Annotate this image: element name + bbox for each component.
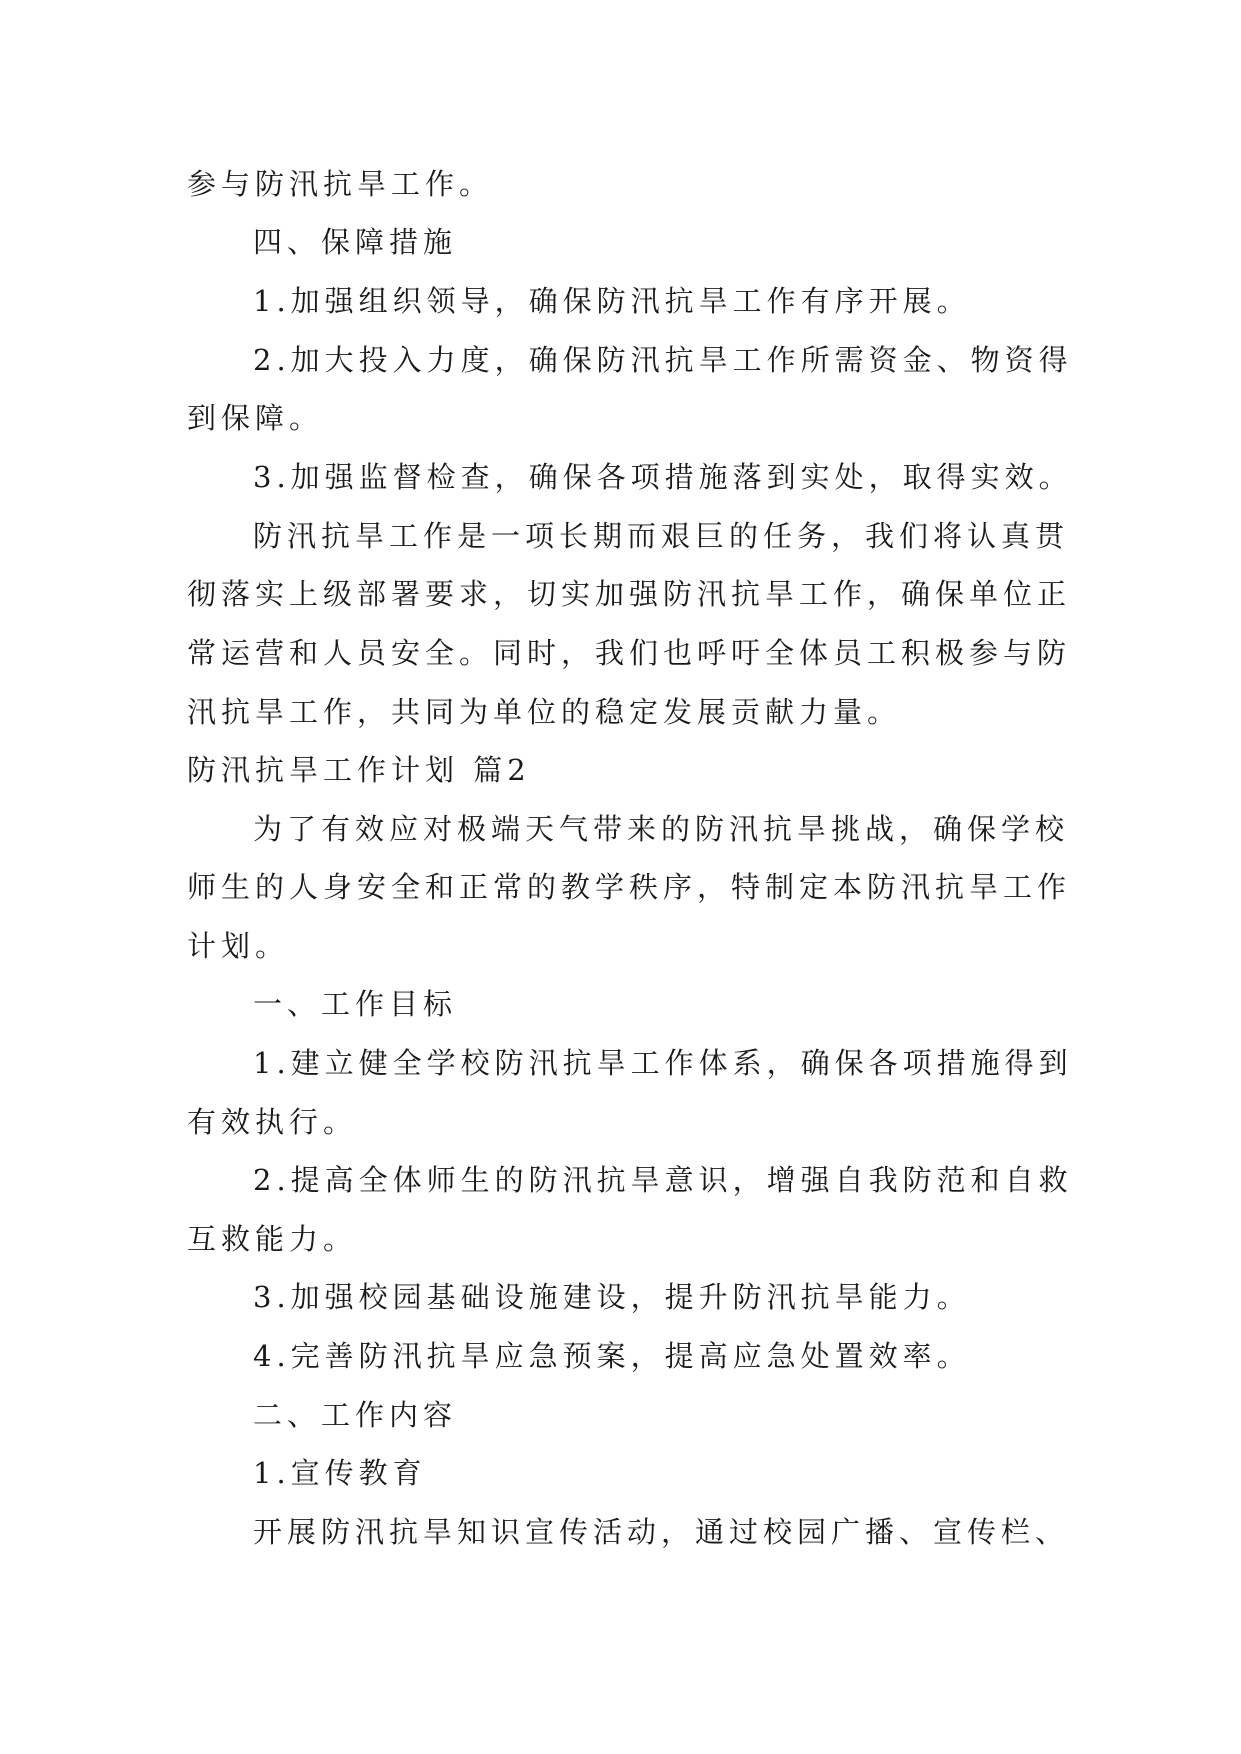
- paragraph-line: 防汛抗旱工作是一项长期而艰巨的任务，我们将认真贯: [253, 519, 1070, 553]
- list-item: 4.完善防汛抗旱应急预案，提高应急处置效率。: [253, 1339, 971, 1373]
- paragraph-line: 到保障。: [187, 401, 324, 435]
- list-item: 1.加强组织领导，确保防汛抗旱工作有序开展。: [253, 284, 971, 318]
- section-heading: 二、工作内容: [253, 1398, 458, 1432]
- paragraph-line: 互救能力。: [187, 1222, 358, 1256]
- paragraph-line: 计划。: [187, 929, 290, 963]
- section-heading: 一、工作目标: [253, 987, 458, 1021]
- list-item: 2.提高全体师生的防汛抗旱意识，增强自我防范和自救: [253, 1163, 1073, 1197]
- paragraph-line: 彻落实上级部署要求，切实加强防汛抗旱工作，确保单位正: [187, 577, 1072, 611]
- paragraph-line: 为了有效应对极端天气带来的防汛抗旱挑战，确保学校: [253, 812, 1070, 846]
- paragraph-line: 开展防汛抗旱知识宣传活动，通过校园广播、宣传栏、: [253, 1515, 1070, 1549]
- section-heading: 四、保障措施: [253, 225, 458, 259]
- paragraph-line: 参与防汛抗旱工作。: [187, 167, 494, 201]
- list-item: 3.加强校园基础设施建设，提升防汛抗旱能力。: [253, 1280, 971, 1314]
- list-item: 3.加强监督检查，确保各项措施落到实处，取得实效。: [253, 460, 1073, 494]
- paragraph-line: 汛抗旱工作，共同为单位的稳定发展贡献力量。: [187, 695, 902, 729]
- subsection-heading: 1.宣传教育: [253, 1456, 427, 1490]
- paragraph-line: 师生的人身安全和正常的教学秩序，特制定本防汛抗旱工作: [187, 870, 1072, 904]
- paragraph-line: 有效执行。: [187, 1105, 358, 1139]
- document-title: 防汛抗旱工作计划 篇2: [187, 753, 531, 787]
- paragraph-line: 常运营和人员安全。同时，我们也呼吁全体员工积极参与防: [187, 636, 1072, 670]
- list-item: 2.加大投入力度，确保防汛抗旱工作所需资金、物资得: [253, 343, 1073, 377]
- list-item: 1.建立健全学校防汛抗旱工作体系，确保各项措施得到: [253, 1046, 1073, 1080]
